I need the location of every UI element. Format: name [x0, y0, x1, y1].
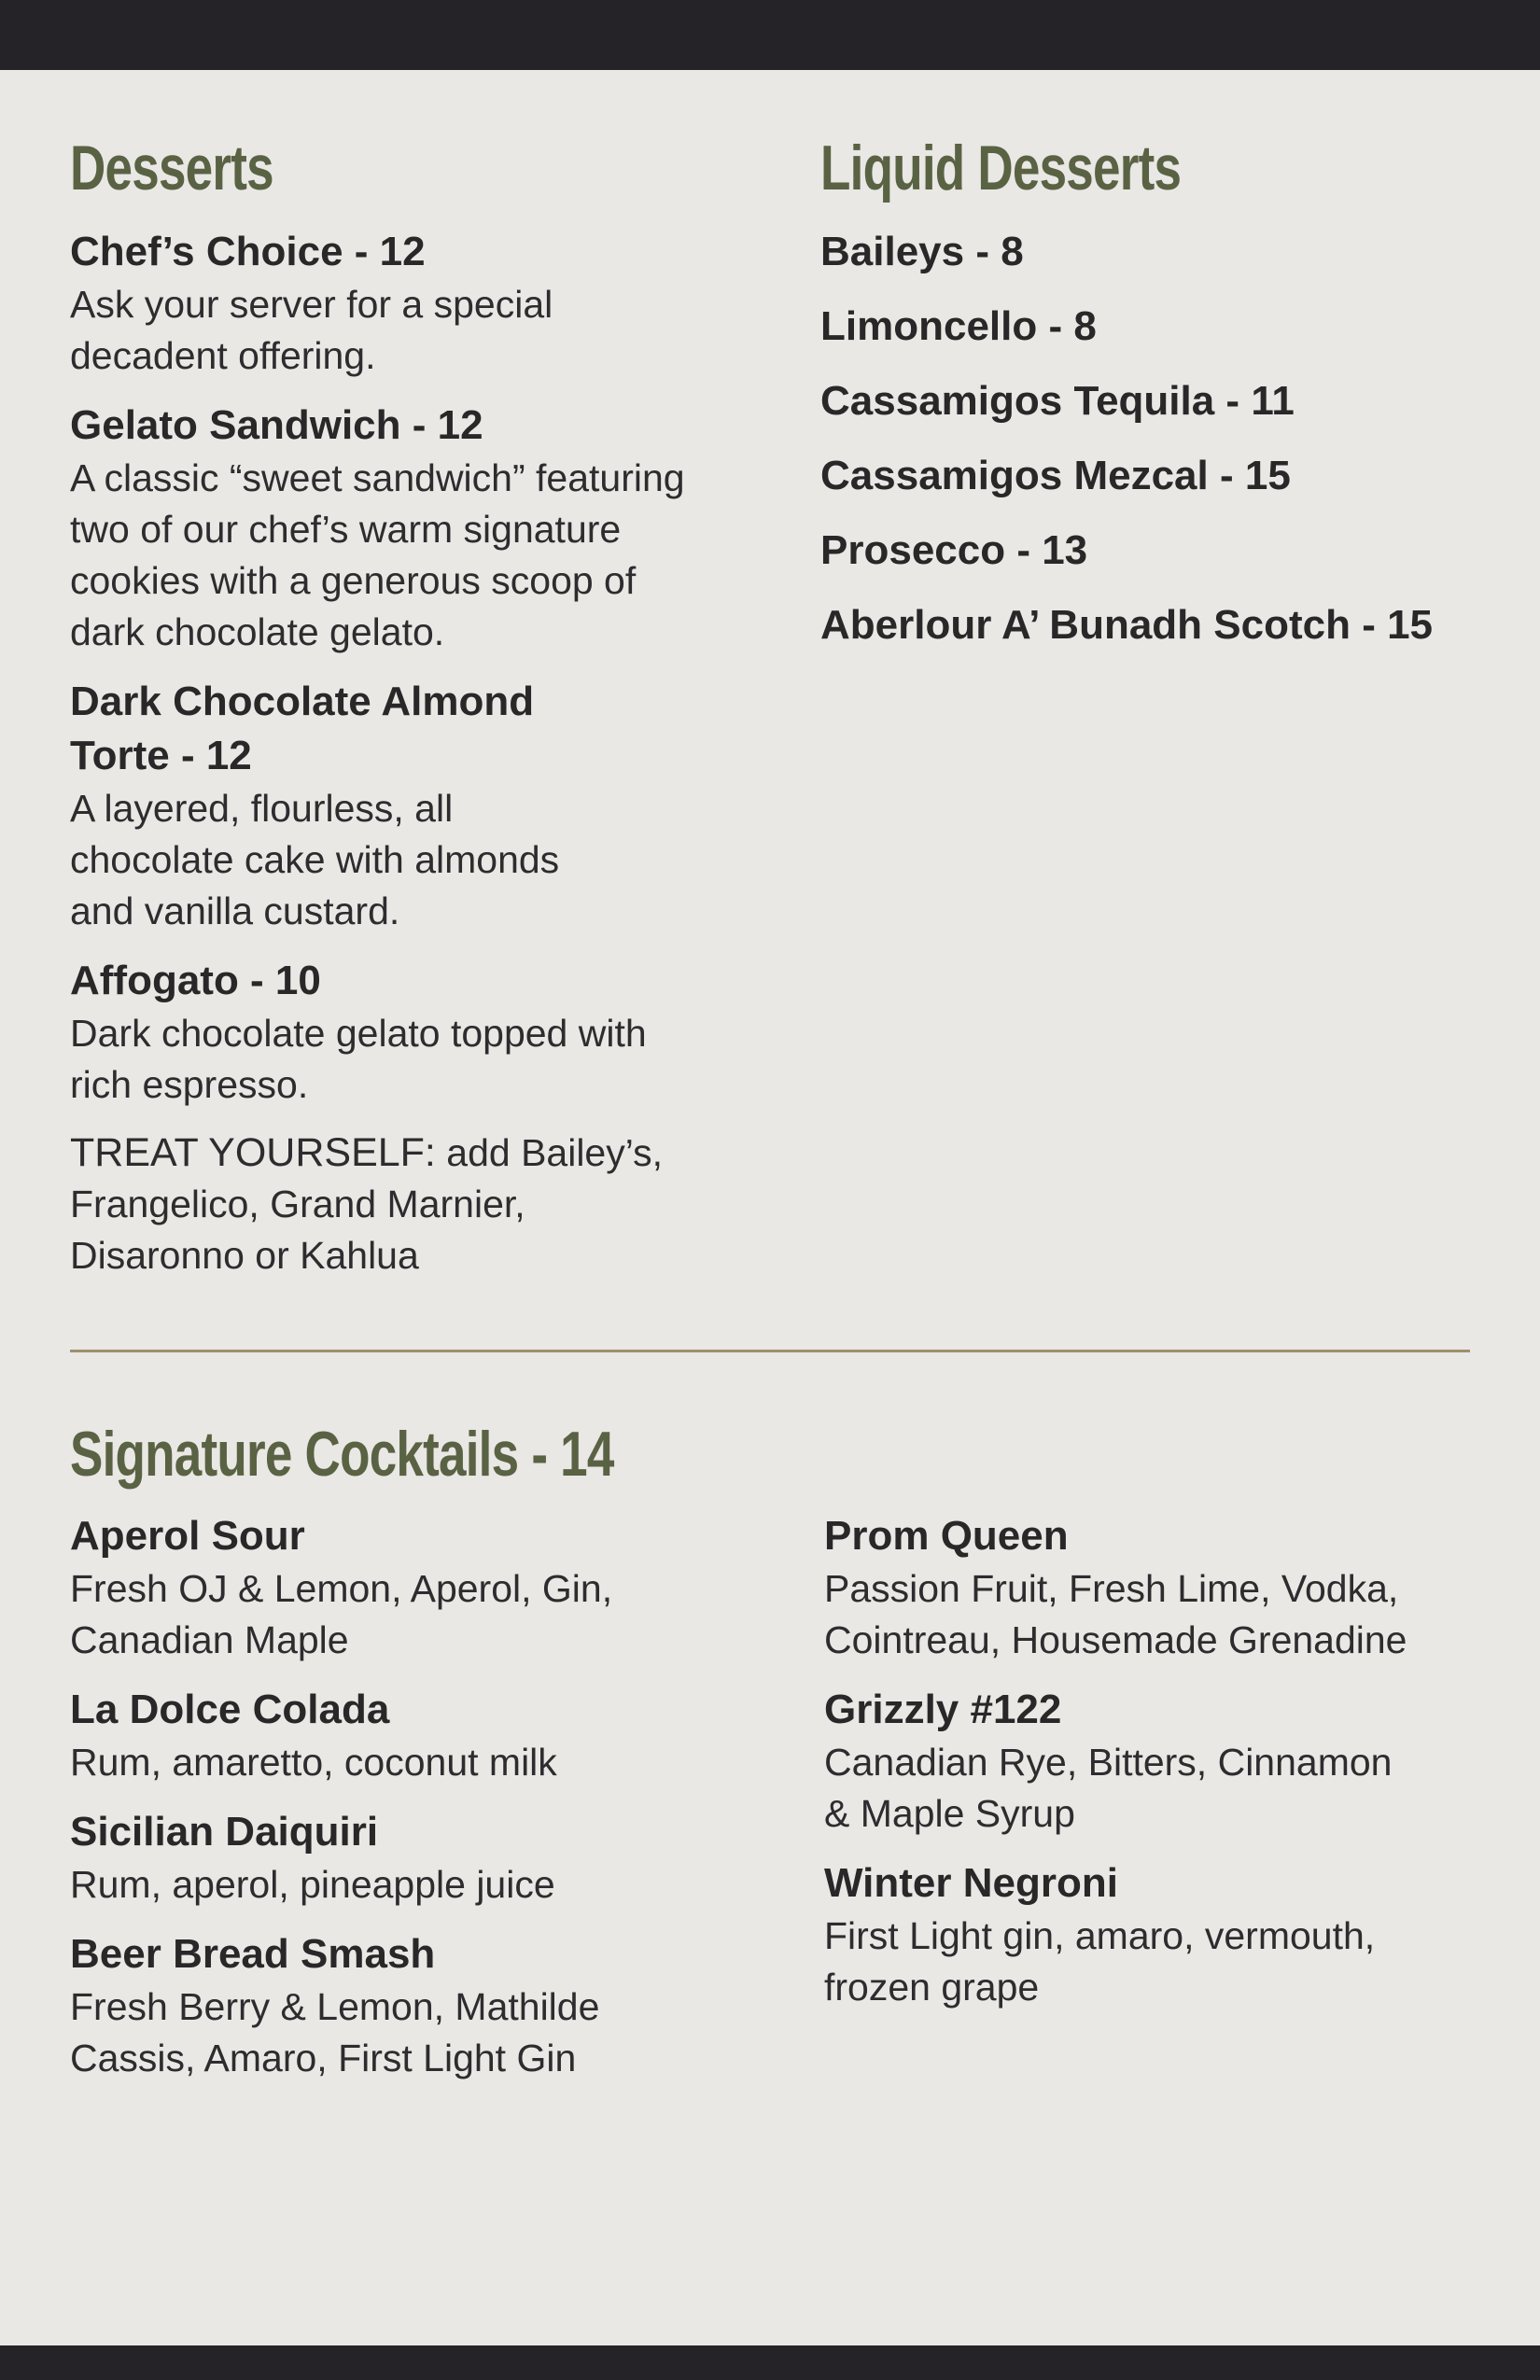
item-description: Dark chocolate gelato topped with — [70, 1012, 647, 1055]
item-description: Fresh OJ & Lemon, Aperol, Gin, — [70, 1567, 613, 1610]
treat-text: Disaronno or Kahlua — [70, 1234, 419, 1277]
item-name: Grizzly #122 — [824, 1687, 1062, 1732]
list-item: Cassamigos Mezcal - 15 — [820, 453, 1291, 498]
item-description: and vanilla custard. — [70, 889, 400, 932]
item-name: La Dolce Colada — [70, 1687, 390, 1732]
liquid-desserts-heading: Liquid Desserts — [820, 133, 1182, 203]
cocktails-right-list — [824, 1509, 1515, 2030]
list-item — [70, 1509, 798, 1666]
list-item: Aberlour A’ Bunadh Scotch - 15 — [820, 602, 1434, 648]
list-item — [70, 1927, 798, 2084]
item-description: Ask your server for a special — [70, 283, 553, 326]
item-description: A classic “sweet sandwich” featuring — [70, 456, 685, 499]
list-item — [70, 225, 798, 382]
item-description: Passion Fruit, Fresh Lime, Vodka, — [824, 1567, 1399, 1610]
item-name: Chef’s Choice - 12 — [70, 229, 426, 274]
item-description: Canadian Rye, Bitters, Cinnamon — [824, 1741, 1393, 1784]
item-description: Rum, aperol, pineapple juice — [70, 1863, 555, 1906]
item-name: Sicilian Daiquiri — [70, 1809, 379, 1855]
list-item — [70, 399, 798, 658]
item-description: Cointreau, Housemade Grenadine — [824, 1618, 1407, 1661]
list-item — [824, 1509, 1515, 1666]
item-description: frozen grape — [824, 1966, 1040, 2009]
desserts-heading: Desserts — [70, 133, 273, 203]
item-description: rich espresso. — [70, 1063, 309, 1106]
item-name: Aperol Sour — [70, 1513, 305, 1559]
list-item — [70, 954, 798, 1111]
treat-label: TREAT YOURSELF: — [70, 1130, 436, 1175]
bottom-bar — [0, 2345, 1540, 2380]
treat-text: Frangelico, Grand Marnier, — [70, 1183, 525, 1225]
item-description: & Maple Syrup — [824, 1792, 1075, 1835]
desserts-list — [70, 225, 798, 1281]
list-item — [70, 1805, 798, 1911]
item-description: Rum, amaretto, coconut milk — [70, 1741, 557, 1784]
section-divider — [70, 1350, 1470, 1352]
treat-yourself-note — [70, 1127, 798, 1281]
list-item: Prosecco - 13 — [820, 527, 1088, 573]
item-description: Fresh Berry & Lemon, Mathilde — [70, 1985, 600, 2028]
item-name: Affogato - 10 — [70, 958, 321, 1003]
item-description: two of our chef’s warm signature — [70, 508, 622, 551]
item-name: Gelato Sandwich - 12 — [70, 402, 483, 448]
item-description: dark chocolate gelato. — [70, 610, 445, 653]
list-item: Baileys - 8 — [820, 229, 1024, 274]
list-item — [824, 1683, 1515, 1840]
item-name: Dark Chocolate Almond — [70, 679, 535, 724]
list-item: Limoncello - 8 — [820, 303, 1097, 349]
treat-text: add Bailey’s, — [435, 1131, 663, 1174]
list-item: Cassamigos Tequila - 11 — [820, 378, 1295, 424]
item-description: decadent offering. — [70, 334, 376, 377]
top-bar — [0, 0, 1540, 70]
item-name: Prom Queen — [824, 1513, 1069, 1559]
liquid-desserts-list — [820, 225, 1511, 673]
item-description: cookies with a generous scoop of — [70, 559, 637, 602]
item-description: Cassis, Amaro, First Light Gin — [70, 2037, 577, 2079]
cocktails-heading: Signature Cocktails - 14 — [70, 1419, 614, 1490]
item-name: Beer Bread Smash — [70, 1931, 436, 1977]
item-description: Canadian Maple — [70, 1618, 349, 1661]
list-item — [70, 675, 798, 937]
list-item — [70, 1683, 798, 1788]
item-description: First Light gin, amaro, vermouth, — [824, 1914, 1376, 1957]
cocktails-left-list — [70, 1509, 798, 2101]
item-description: chocolate cake with almonds — [70, 838, 560, 881]
item-description: A layered, flourless, all — [70, 787, 454, 830]
item-name: Torte - 12 — [70, 733, 252, 778]
list-item — [824, 1856, 1515, 2013]
item-name: Winter Negroni — [824, 1860, 1118, 1906]
